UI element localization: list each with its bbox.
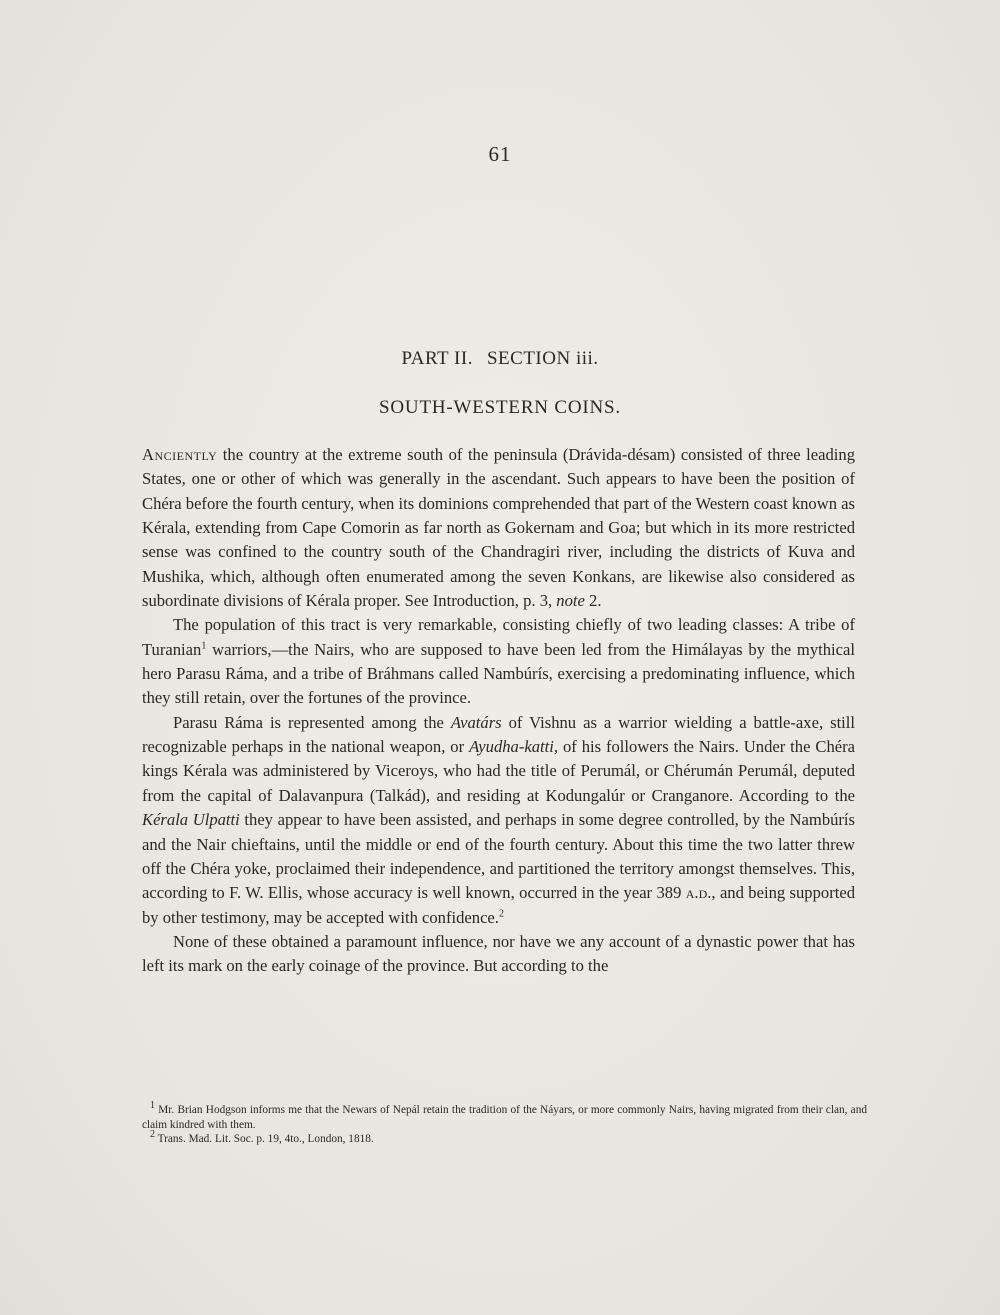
footnote-ref-1: 1 — [201, 640, 207, 652]
part-section-line — [0, 348, 1000, 370]
avatars-italic: Avatárs — [450, 712, 502, 732]
footnote-ref-2: 2 — [498, 908, 504, 919]
footnote-2: $^2$ Trans. Mad. Lit. Soc. p. 19, 4to., London, 1818. — [150, 1129, 374, 1145]
paragraph-1: Anciently the country at the extreme south of the peninsula (Drávida-désam) consisted of three leading States, one or other of which was generally in the ascendant. Such appears to have been the position of Chéra before the fourth century, when its dominions comprehended that part of the Western coast known as Kérala, extending from Cape Comorin as far north as Gokernam and Goa; but which in its more restricted sense was confined to the country south of the Chandragiri river, including the districts of Kuva and Mushika, which, although often enumerated among the seven Konkans, are likewise also considered as subordinate divisions of Kérala proper. See Introduction, p. 3, note 2. — [142, 445, 855, 611]
section-label: SECTION iii. — [486, 348, 599, 369]
footnote-1: $^1$ Mr. Brian Hodgson informs me that the Newars of Nepál retain the tradition of the Náyars, or more commonly Nairs, having migrated from their clan, and claim kindred with them. — [142, 1100, 867, 1131]
footnotes — [142, 1100, 867, 1147]
chapter-heading: SOUTH-WESTERN COINS. — [379, 397, 621, 418]
body-text — [142, 443, 855, 979]
note-italic: note — [556, 591, 585, 611]
kerala-ulpatti-italic: Kérala Ulpatti — [142, 810, 240, 830]
lead-word: Anciently — [142, 445, 218, 464]
part-label: PART II. — [401, 348, 473, 369]
paragraph-2: The population of this tract is very remarkable, consisting chiefly of two leading classes: A tribe of Turanian$^1$ warriors,—the Nairs, who are supposed to have been led from the Himálayas by the mythical hero Parasu Ráma, and a tribe of Bráhmans called Nambúrís, exercising a predominating influence, which they still retain, over the fortunes of the province. — [142, 615, 855, 708]
ayudha-italic: Ayudha-katti, — [469, 737, 559, 757]
paragraph-4: None of these obtained a paramount influence, nor have we any account of a dynastic power that has left its mark on the early coinage of the province. But according to the — [142, 931, 855, 976]
ad-smallcaps: a.d. — [685, 883, 712, 903]
paragraph-3: Parasu Ráma is represented among the Avatárs of Vishnu as a warrior wielding a battle-axe, still recognizable perhaps in the national weapon, or Ayudha-katti, of his followers the Nairs. Under the Chéra kings Kérala was administered by Viceroys, who had the title of Perumál, or Chérumán Perumál, deputed from the capital of Dalavanpura (Talkád), and residing at Kodungalúr or Cranganore. According to the Kérala Ulpatti they appear to have been assisted, and perhaps in some degree controlled, by the Nambúrís and the Nair chieftains, until the middle or end of the fourth century. About this time the two latter threw off the Chéra yoke, proclaimed their independence, and partitioned the territory amongst themselves. This, according to F. W. Ellis, whose accuracy is well known, occurred in the year 389 a.d., and being supported by other testimony, may be accepted with confidence.$^2$ — [142, 712, 856, 927]
page-number: 61 — [488, 142, 512, 166]
